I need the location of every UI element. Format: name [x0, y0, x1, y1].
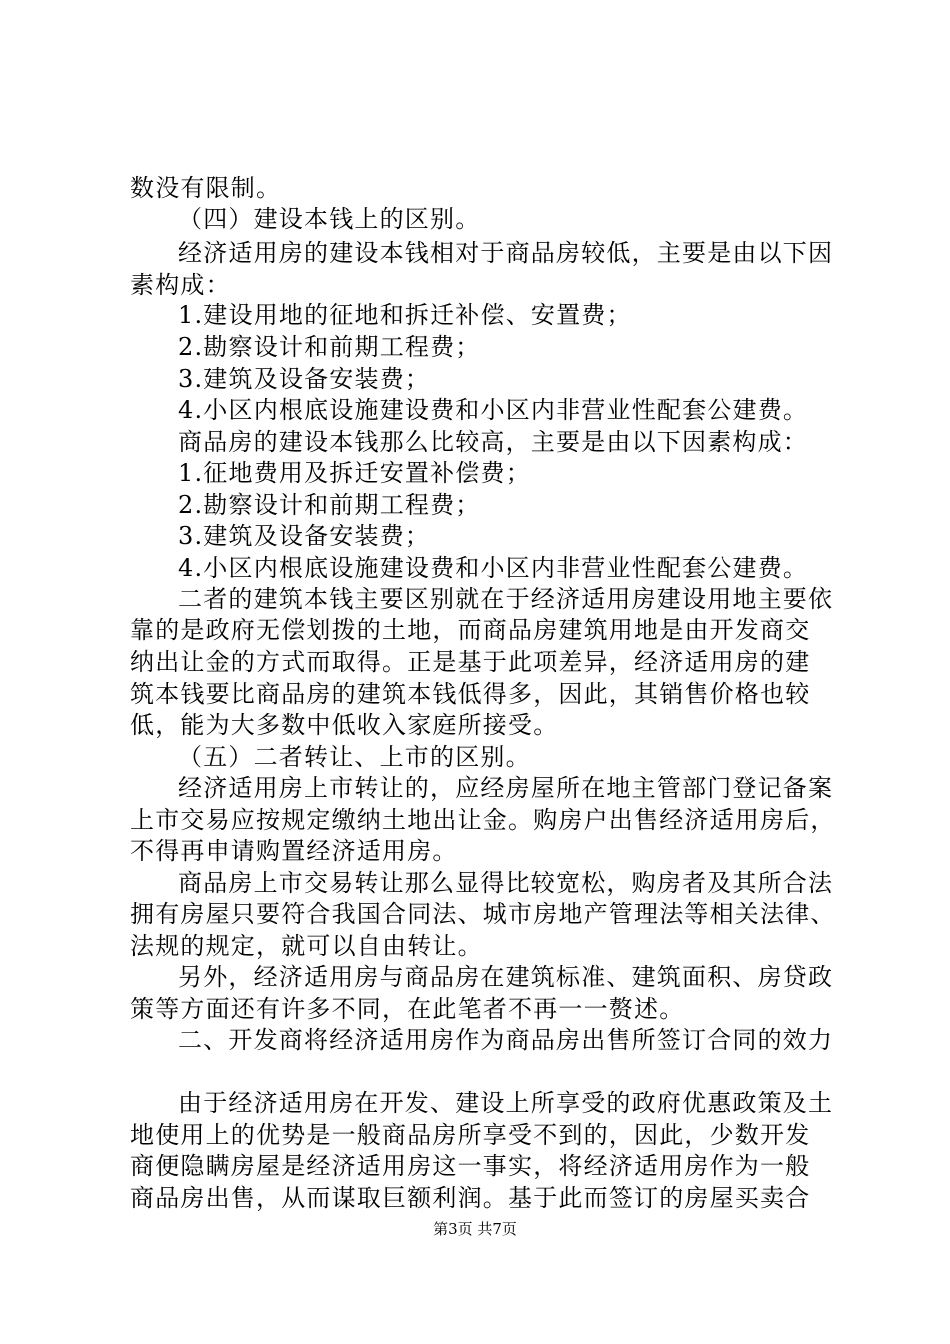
text-line: 法规的规定，就可以自由转让。 — [130, 932, 483, 960]
page-number-footer: 第3页 共7页 — [433, 1220, 517, 1238]
section-heading: 二、开发商将经济适用房作为商品房出售所签订合同的效力 — [178, 1026, 834, 1054]
section-heading: （四）建设本钱上的区别。 — [178, 205, 481, 233]
text-line: 地使用上的优势是一般商品房所享受不到的，因此，少数开发 — [130, 1121, 811, 1149]
text-line: 由于经济适用房在开发、建设上所享受的政府优惠政策及土 — [178, 1089, 834, 1117]
text-line: 商品房上市交易转让那么显得比较宽松，购房者及其所合法 — [178, 869, 834, 897]
text-line: 商便隐瞒房屋是经济适用房这一事实，将经济适用房作为一般 — [130, 1152, 811, 1180]
text-line: 商品房出售，从而谋取巨额利润。基于此而签订的房屋买卖合 — [130, 1184, 811, 1212]
text-line: 策等方面还有许多不同，在此笔者不再一一赘述。 — [130, 995, 685, 1023]
list-item: 4.小区内根底设施建设费和小区内非营业性配套公建费。 — [178, 554, 809, 582]
text-line: 二者的建筑本钱主要区别就在于经济适用房建设用地主要依 — [178, 585, 834, 613]
list-item: 1.征地费用及拆迁安置补偿费； — [178, 459, 531, 487]
text-line: 靠的是政府无偿划拨的土地，而商品房建筑用地是由开发商交 — [130, 616, 811, 644]
text-line: 数没有限制。 — [130, 174, 282, 202]
text-line: 上市交易应按规定缴纳土地出让金。购房户出售经济适用房后， — [130, 806, 836, 834]
list-item: 2.勘察设计和前期工程费； — [178, 491, 481, 519]
text-line: 商品房的建设本钱那么比较高，主要是由以下因素构成： — [178, 428, 808, 456]
list-item: 2.勘察设计和前期工程费； — [178, 333, 481, 361]
text-line: 筑本钱要比商品房的建筑本钱低得多，因此，其销售价格也较 — [130, 680, 811, 708]
list-item: 3.建筑及设备安装费； — [178, 365, 431, 393]
text-line: 低，能为大多数中低收入家庭所接受。 — [130, 711, 559, 739]
text-line: 经济适用房上市转让的，应经房屋所在地主管部门登记备案 — [178, 774, 834, 802]
list-item: 4.小区内根底设施建设费和小区内非营业性配套公建费。 — [178, 396, 809, 424]
text-line: 另外，经济适用房与商品房在建筑标准、建筑面积、房贷政 — [178, 963, 834, 991]
text-line: 纳出让金的方式而取得。正是基于此项差异，经济适用房的建 — [130, 648, 811, 676]
list-item: 1.建设用地的征地和拆迁补偿、安置费； — [178, 301, 632, 329]
section-heading: （五）二者转让、上市的区别。 — [178, 743, 531, 771]
text-line: 不得再申请购置经济适用房。 — [130, 837, 458, 865]
text-line: 拥有房屋只要符合我国合同法、城市房地产管理法等相关法律、 — [130, 900, 836, 928]
text-line: 素构成： — [130, 271, 231, 299]
text-line: 经济适用房的建设本钱相对于商品房较低，主要是由以下因 — [178, 239, 834, 267]
list-item: 3.建筑及设备安装费； — [178, 522, 431, 550]
